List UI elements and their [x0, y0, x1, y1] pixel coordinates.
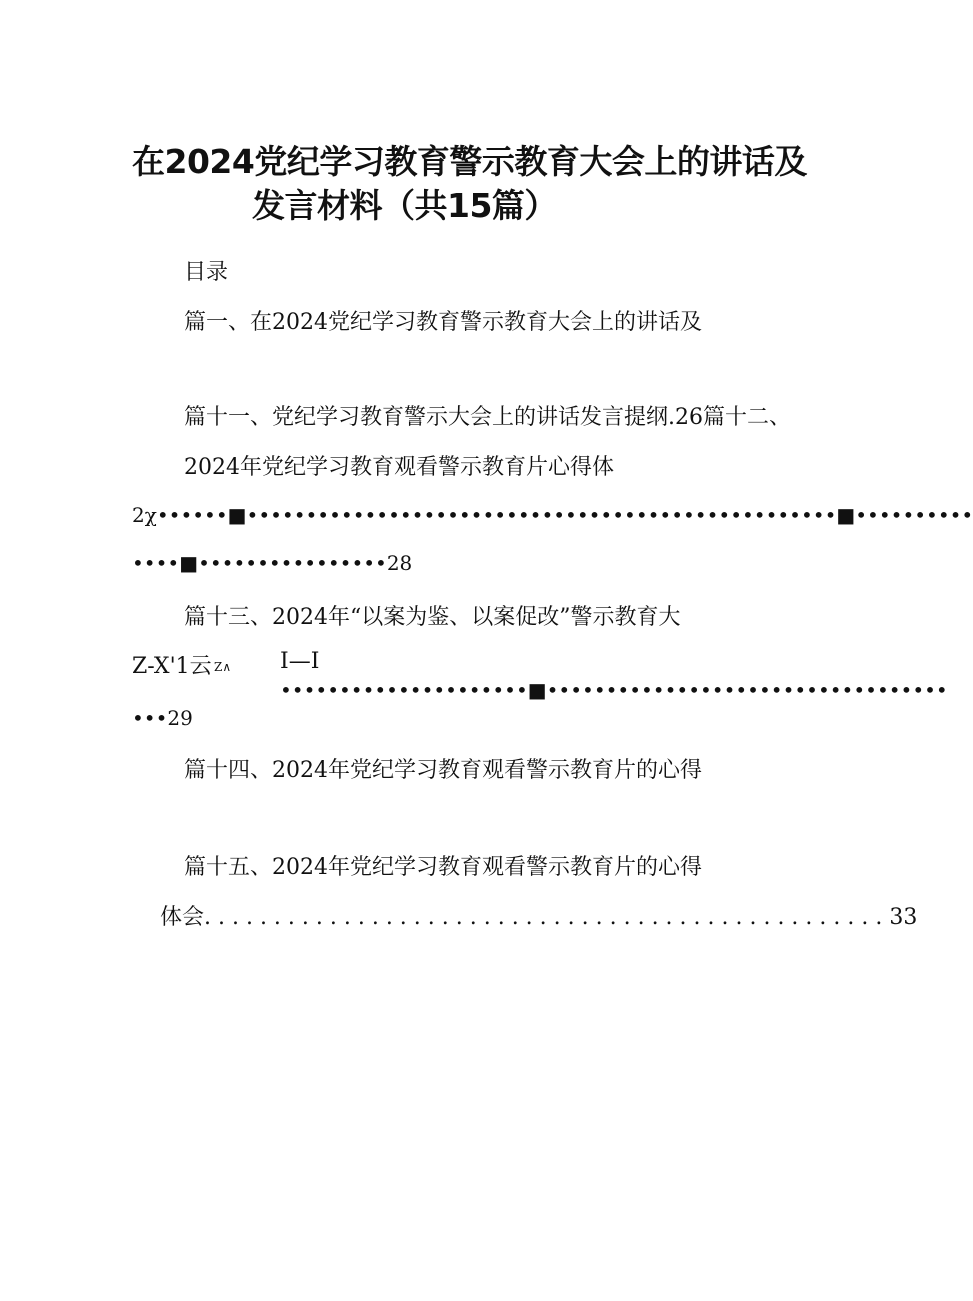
toc-item-13-cont: Z-X'1云: [132, 654, 212, 679]
toc-item-13-mark: I—I: [280, 649, 320, 674]
toc-item-12-leader-2: ••••■••••••••••••••••28: [132, 551, 413, 575]
toc-item-12-leader-1: 2χ••••••■••••••••••••••••••••••••••••••••••••••••••••••••••■••••••••••: [132, 503, 973, 527]
document-title-line1: 在2024党纪学习教育警示教育大会上的讲话及: [132, 142, 807, 181]
toc-item-15-cont: 体会. . . . . . . . . . . . . . . . . . . . . . . . . . . . . . . . . . . . . . . . . . . . . . . . . 33: [160, 905, 918, 930]
toc-heading: 目录: [184, 260, 229, 285]
toc-item-13-small: Z∧: [214, 660, 232, 674]
toc-item-1: 篇一、在2024党纪学习教育警示教育大会上的讲话及: [184, 310, 702, 335]
toc-item-13-leader-2: •••29: [132, 706, 193, 730]
toc-item-14: 篇十四、2024年党纪学习教育观看警示教育片的心得: [184, 758, 702, 783]
toc-item-13: 篇十三、2024年“以案为鉴、以案促改”警示教育大: [184, 605, 681, 630]
toc-item-13-leader-1: •••••••••••••••••••••■••••••••••••••••••••••••••••••••••: [280, 678, 948, 702]
toc-item-12-cont: 2024年党纪学习教育观看警示教育片心得体: [184, 455, 614, 480]
toc-item-11: 篇十一、党纪学习教育警示大会上的讲话发言提纲.26篇十二、: [184, 405, 791, 430]
toc-item-15: 篇十五、2024年党纪学习教育观看警示教育片的心得: [184, 855, 702, 880]
document-title-line2: 发言材料（共15篇）: [252, 186, 557, 225]
